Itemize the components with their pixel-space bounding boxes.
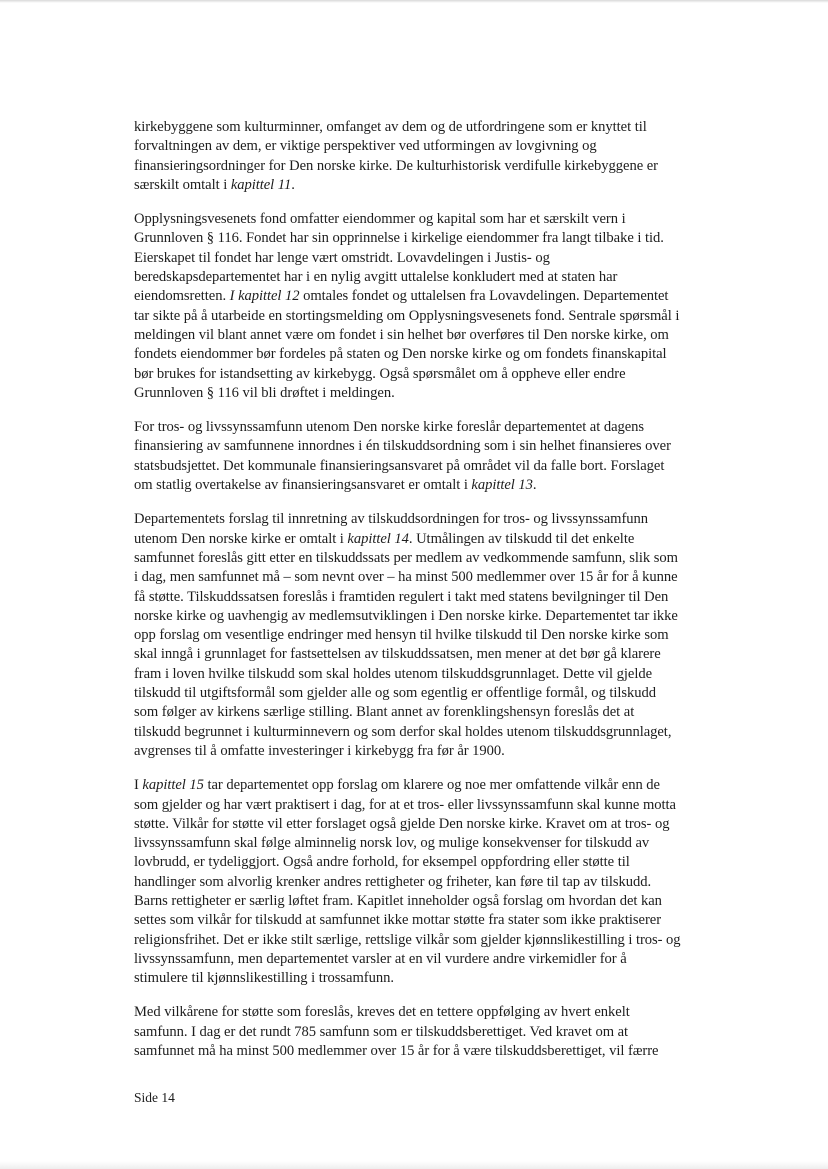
text-segment: om statlig overtakelse av finansieringsansvaret er omtalt i [134,477,472,494]
text-line [134,873,734,892]
chapter-reference: kapittel 11 [230,176,292,193]
text-line [134,365,734,384]
text-segment: støtte. Vilkår for støtte vil etter forslaget også gjelde Den norske kirke. Kravet om at tros- og [134,815,670,832]
text-segment: skal inngå i grunnlaget for fastsettelsen av tilskuddssatsen, men mener at det bør gå klarere [134,646,661,663]
text-line [134,776,734,795]
text-line [134,457,734,476]
text-segment: lovbrudd, er tydeliggjort. Også andre forhold, for eksempel oppfordring eller støtte til [134,854,630,871]
text-line [134,892,734,911]
text-segment: religionsfrihet. Det er ikke stilt særlige, rettslige vilkår som gjelder kjønnslikestilling i tros- og [134,931,681,948]
text-segment: norske kirke og uavhengig av medlemsutviklingen i Den norske kirke. Departementet tar ikke [134,607,678,624]
text-line [134,588,734,607]
text-segment: Barns rettigheter er særlig løftet fram. Kapitlet inneholder også forslag om hvordan det kan [134,892,662,909]
text-line [134,796,734,815]
text-line [134,176,734,195]
text-segment: livssynssamfunn skal følge alminnelig norsk lov, og mulige konsekvenser for tilskudd av [134,835,650,852]
text-segment: . Utmålingen av tilskudd til det enkelte [408,530,635,547]
text-line [134,1023,734,1042]
text-segment: samfunnet må ha minst 500 medlemmer over 15 år for å være tilskuddsberettiget, vil færre [134,1043,659,1060]
text-line [134,510,734,529]
chapter-reference: I kapittel 12 [229,288,300,305]
text-segment: bør brukes for istandsetting av kirkebygg. Også spørsmålet om å oppheve eller endre [134,365,626,382]
text-line [134,626,734,645]
page-top-edge [0,0,828,3]
text-line [134,723,734,742]
chapter-reference: kapittel 14 [347,530,409,547]
text-line [134,157,734,176]
text-line [134,815,734,834]
text-segment: handlinger som alvorlig krenker andres rettigheter og friheter, kan føre til tap av tilskudd. [134,873,652,890]
chapter-reference: kapittel 13 [471,477,533,494]
text-segment: settes som vilkår for tilskudd at samfunnet ikke mottar støtte fra stater som ikke praktiserer [134,912,662,929]
text-segment: få støtte. Tilskuddssatsen foreslås i framtiden regulert i takt med statens bevilgninger til Den [134,588,669,605]
text-segment: finansiering av samfunnene innordnes i én tilskuddsordning som i sin helhet finansieres over [134,438,671,455]
chapter-reference: kapittel 15 [142,777,204,794]
text-line [134,1003,734,1022]
text-segment: kirkebyggene som kulturminner, omfanget av dem og de utfordringene som er knyttet til [134,119,647,135]
body-paragraph [134,418,734,495]
body-paragraph [134,210,734,403]
text-line [134,137,734,156]
text-segment: Opplysningsvesenets fond omfatter eiendommer og kapital som har et særskilt vern i [134,211,626,228]
text-segment: livssynssamfunn, men departementet varsler at en vil vurdere andre virkemidler for å [134,950,627,967]
text-line [134,607,734,626]
text-segment: I [134,777,143,794]
text-line [134,345,734,364]
text-segment: i dag, men samfunnet må – som nevnt over – ha minst 500 medlemmer over 15 år for å kunne [134,569,678,586]
text-segment: fondets eiendommer bør fordeles på staten og Den norske kirke og om fondets finanskapital [134,346,667,363]
text-line [134,568,734,587]
text-segment: . [291,176,295,193]
text-line [134,476,734,495]
text-segment: tar sikte på å utarbeide en stortingsmelding om Opplysningsvesenets fond. Sentrale spørsmål i [134,307,680,324]
text-segment: meldingen vil blant annet være om fondet i sin helhet bør overføres til Den norske kirke, om [134,326,669,343]
text-line [134,853,734,872]
page-number: Side 14 [134,1090,175,1105]
text-line [134,703,734,722]
text-line [134,549,734,568]
text-line [134,418,734,437]
text-line [134,834,734,853]
text-segment: særskilt omtalt i [134,176,231,193]
text-segment: . [532,477,537,494]
text-line [134,684,734,703]
text-line [134,326,734,345]
text-segment: tar departementet opp forslag om klarere og noe mer omfattende vilkår enn de [203,777,660,794]
page-bottom-edge [0,1161,828,1169]
text-line [134,437,734,456]
text-line [134,229,734,248]
text-segment: forvaltningen av dem, er viktige perspektiver ved utformingen av lovgivning og [134,138,597,155]
text-line [134,742,734,761]
text-segment: Departementets forslag til innretning av tilskuddsordningen for tros- og livssynssamfunn [134,511,648,528]
text-segment: samfunn. I dag er det rundt 785 samfunn som er tilskuddsberettiget. Ved kravet om at [134,1023,629,1040]
body-paragraph [134,118,734,195]
text-segment: samfunnet foreslås gitt etter en tilskuddssats per medlem av vedkommende samfunn, slik som [134,549,678,566]
text-segment: finansieringsordninger for Den norske kirke. De kulturhistorisk verdifulle kirkebyggene er [134,157,658,174]
text-segment: Grunnloven § 116. Fondet har sin opprinnelse i kirkelige eiendommer fra langt tilbake i tid. [134,230,664,247]
text-line [134,118,734,137]
text-segment: Grunnloven § 116 vil bli drøftet i meldingen. [134,384,395,401]
text-segment: som følger av kirkens særlige stilling. Blant annet av forenklingshensyn foreslås det at [134,704,635,721]
text-segment: utenom Den norske kirke er omtalt i [134,530,348,547]
text-line [134,210,734,229]
text-segment: For tros- og livssynssamfunn utenom Den norske kirke foreslår departementet at dagens [134,419,645,436]
text-line [134,268,734,287]
text-line [134,645,734,664]
body-paragraph [134,510,734,761]
text-segment: statsbudsjettet. Det kommunale finansieringsansvaret på området vil da falle bort. Forslaget [134,457,665,474]
text-segment: fram i loven hvilke tilskudd som skal holdes utenom tilskuddsgrunnlaget. Dette vil gjelde [134,665,653,682]
text-segment: avgrenses til å omfatte investeringer i kirkebygg fra før år 1900. [134,742,505,759]
text-segment: omtales fondet og uttalelsen fra Lovavdelingen. Departementet [299,288,669,305]
text-line [134,665,734,684]
text-segment: beredskapsdepartementet har i en nylig avgitt uttalelse konkludert med at staten har [134,269,618,286]
text-line [134,287,734,306]
text-segment: tilskudd til utgiftsformål som gjelder alle og som egentlig er offentlige formål, og tilskudd [134,685,656,702]
text-segment: tilskudd begrunnet i kulturminnevern og som derfor skal holdes utenom tilskuddsgrunnlaget, [134,723,672,740]
text-line [134,384,734,403]
text-line [134,307,734,326]
text-segment: eiendomsretten. [134,288,230,305]
text-line [134,249,734,268]
text-segment: opp forslag om vesentlige endringer med hensyn til hvilke tilskudd til Den norske kirke som [134,627,669,644]
text-line [134,1042,734,1061]
text-segment: stimulere til kjønnslikestilling i trossamfunn. [134,970,394,987]
text-segment: Eierskapet til fondet har lenge vært omstridt. Lovavdelingen i Justis- og [134,249,550,266]
text-segment: som gjelder og har vært praktisert i dag, for at et tros- eller livssynssamfunn skal kunne motta [134,796,676,813]
body-paragraph [134,776,734,988]
body-paragraph [134,1003,734,1061]
text-line [134,931,734,950]
text-line [134,530,734,549]
text-line [134,911,734,930]
text-segment: Med vilkårene for støtte som foreslås, kreves det en tettere oppfølging av hvert enkelt [134,1004,630,1021]
document-body [134,118,734,1076]
text-line [134,969,734,988]
text-line [134,950,734,969]
